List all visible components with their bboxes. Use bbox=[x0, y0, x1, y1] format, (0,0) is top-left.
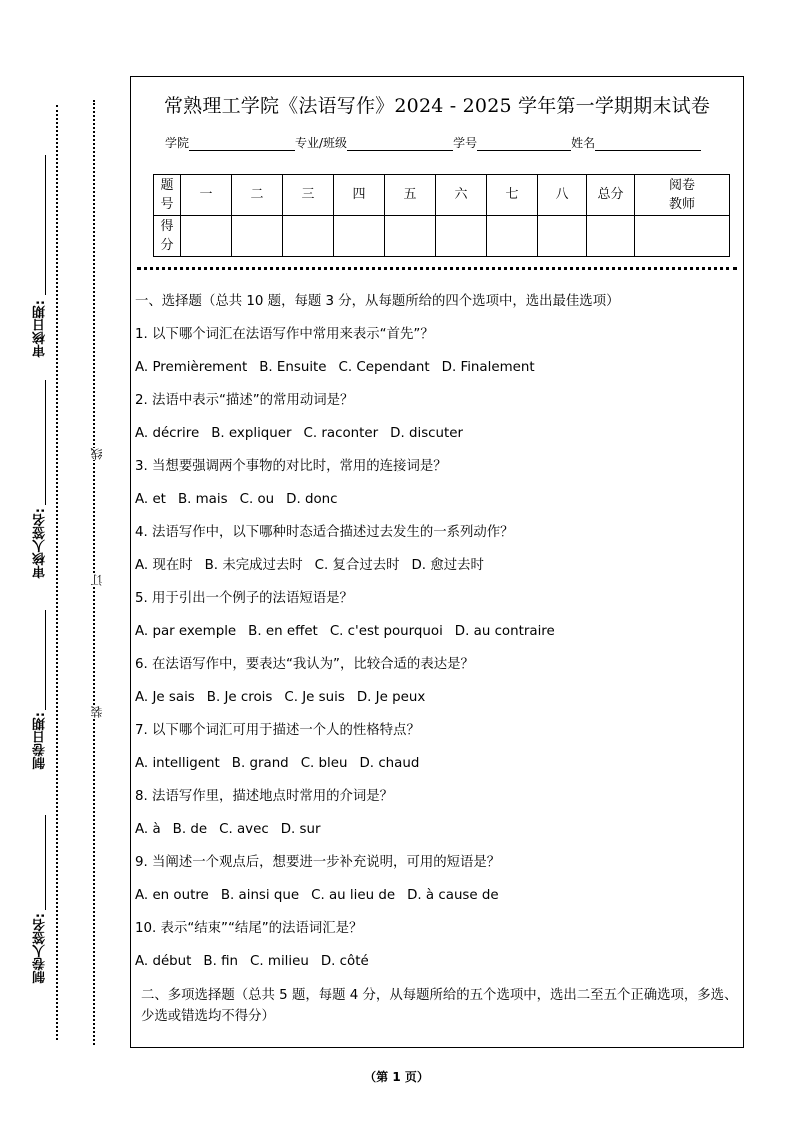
question-stem: 1. 以下哪个词汇在法语写作中常用来表示“首先”？ bbox=[135, 327, 434, 342]
score-table bbox=[153, 174, 730, 257]
option-choice[interactable]: D. côté bbox=[320, 954, 369, 969]
option-choice[interactable]: D. discuter bbox=[390, 426, 464, 441]
option-choice[interactable]: C. c'est pourquoi bbox=[329, 624, 443, 639]
question-stem: 3. 当想要强调两个事物的对比时，常用的连接词是？ bbox=[135, 459, 447, 474]
option-choice[interactable]: D. au contraire bbox=[454, 624, 555, 639]
option-choice[interactable]: A. en outre bbox=[135, 888, 209, 903]
signature-line-prepare-date bbox=[45, 610, 46, 710]
score-cell-header: 一 bbox=[181, 175, 232, 216]
student-id-label: 学号 bbox=[453, 136, 478, 150]
option-choice[interactable]: C. 复合过去时 bbox=[314, 558, 400, 573]
reviewer-signature-label: 审核人签名: bbox=[33, 508, 48, 579]
binding-char-zhuang: 装 bbox=[90, 706, 104, 718]
college-label: 学院 bbox=[165, 136, 190, 150]
option-choice[interactable]: D. Finalement bbox=[441, 360, 535, 375]
option-choice[interactable]: B. fin bbox=[203, 954, 239, 969]
option-choice[interactable]: B. expliquer bbox=[211, 426, 292, 441]
question-stem: 7. 以下哪个词汇可用于描述一个人的性格特点？ bbox=[135, 723, 420, 738]
question-options bbox=[135, 490, 741, 523]
section2-heading: 二、多项选择题（总共 5 题，每题 4 分，从每题所给的五个选项中，选出二至五个正确选项，多选、少选或错选均不得分） bbox=[141, 988, 738, 1024]
exam-title: 常熟理工学院《法语写作》2024 - 2025 学年第一学期期末试卷 bbox=[163, 95, 711, 117]
option-choice[interactable]: C. Cependant bbox=[338, 360, 430, 375]
review-date-label: 审核日期: bbox=[33, 300, 48, 358]
question-options bbox=[135, 424, 741, 457]
score-cell-input[interactable] bbox=[436, 216, 487, 257]
question-options bbox=[135, 556, 741, 589]
question-stem: 10. 表示“结束”“结尾”的法语词汇是？ bbox=[135, 921, 363, 936]
score-cell-header: 三 bbox=[283, 175, 334, 216]
question-stem: 8. 法语写作里，描述地点时常用的介词是？ bbox=[135, 789, 394, 804]
option-choice[interactable]: B. grand bbox=[231, 756, 289, 771]
score-cell-input[interactable] bbox=[635, 216, 730, 257]
option-choice[interactable]: B. Je crois bbox=[206, 690, 273, 705]
option-choice[interactable]: C. milieu bbox=[250, 954, 309, 969]
name-label: 姓名 bbox=[571, 136, 596, 150]
binding-char-xian: 线 bbox=[90, 448, 104, 460]
option-choice[interactable]: C. raconter bbox=[303, 426, 379, 441]
name-field[interactable] bbox=[595, 138, 701, 151]
score-cell-input[interactable] bbox=[538, 216, 587, 257]
question-options bbox=[135, 358, 741, 391]
score-cell-header: 八 bbox=[538, 175, 587, 216]
score-cell-header: 总分 bbox=[587, 175, 635, 216]
score-cell-header: 四 bbox=[334, 175, 385, 216]
question-options bbox=[135, 754, 741, 787]
score-cell-header: 题号 bbox=[154, 175, 181, 216]
option-choice[interactable]: B. 未完成过去时 bbox=[204, 558, 303, 573]
option-choice[interactable]: D. Je peux bbox=[356, 690, 426, 705]
option-choice[interactable]: D. chaud bbox=[359, 756, 420, 771]
question-list bbox=[135, 325, 741, 985]
major-class-field[interactable] bbox=[347, 138, 453, 151]
question-stem: 6. 在法语写作中，要表达“我认为”，比较合适的表达是？ bbox=[135, 657, 474, 672]
option-choice[interactable]: A. décrire bbox=[135, 426, 200, 441]
score-cell-header: 二 bbox=[232, 175, 283, 216]
section1-heading: 一、选择题（总共 10 题，每题 3 分，从每题所给的四个选项中，选出最佳选项） bbox=[135, 294, 620, 309]
page-number: （第 1 页） bbox=[364, 1070, 429, 1084]
question-options bbox=[135, 952, 741, 985]
score-table-header-row bbox=[154, 175, 730, 216]
option-choice[interactable]: D. 愈过去时 bbox=[411, 558, 484, 573]
option-choice[interactable]: A. Je sais bbox=[135, 690, 195, 705]
option-choice[interactable]: B. Ensuite bbox=[259, 360, 327, 375]
student-info-fields bbox=[165, 134, 701, 151]
option-choice[interactable]: B. mais bbox=[177, 492, 228, 507]
student-id-field[interactable] bbox=[477, 138, 571, 151]
binding-char-ding: 订 bbox=[90, 574, 104, 586]
score-cell-input[interactable] bbox=[587, 216, 635, 257]
section-divider bbox=[137, 267, 737, 270]
preparer-signature-label: 制卷人签名: bbox=[33, 913, 48, 984]
option-choice[interactable]: C. au lieu de bbox=[311, 888, 396, 903]
option-choice[interactable]: A. Premièrement bbox=[135, 360, 248, 375]
prepare-date-label: 制卷日期: bbox=[33, 712, 48, 770]
signature-line-preparer bbox=[45, 815, 46, 910]
question-options bbox=[135, 688, 741, 721]
exam-frame bbox=[130, 76, 744, 1048]
option-choice[interactable]: B. de bbox=[172, 822, 208, 837]
option-choice[interactable]: D. sur bbox=[280, 822, 321, 837]
option-choice[interactable]: A. par exemple bbox=[135, 624, 237, 639]
score-cell-header: 六 bbox=[436, 175, 487, 216]
score-cell-input[interactable] bbox=[487, 216, 538, 257]
question-stem: 2. 法语中表示“描述”的常用动词是？ bbox=[135, 393, 354, 408]
signature-line-review-date bbox=[45, 155, 46, 295]
score-cell-input[interactable] bbox=[181, 216, 232, 257]
score-cell-header: 五 bbox=[385, 175, 436, 216]
option-choice[interactable]: A. début bbox=[135, 954, 192, 969]
exam-content bbox=[135, 292, 741, 1027]
major-class-label: 专业/班级 bbox=[295, 136, 348, 150]
option-choice[interactable]: A. à bbox=[135, 822, 161, 837]
option-choice[interactable]: C. bleu bbox=[300, 756, 348, 771]
option-choice[interactable]: A. 现在时 bbox=[135, 558, 193, 573]
score-cell-label: 得分 bbox=[154, 216, 181, 257]
question-stem: 5. 用于引出一个例子的法语短语是？ bbox=[135, 591, 353, 606]
option-choice[interactable]: A. intelligent bbox=[135, 756, 220, 771]
score-cell-input[interactable] bbox=[283, 216, 334, 257]
signature-line-reviewer bbox=[45, 380, 46, 505]
score-cell-header: 阅卷教师 bbox=[635, 175, 730, 216]
question-stem: 9. 当阐述一个观点后，想要进一步补充说明，可用的短语是？ bbox=[135, 855, 501, 870]
question-options bbox=[135, 820, 741, 853]
college-field[interactable] bbox=[189, 138, 295, 151]
option-choice[interactable]: C. ou bbox=[239, 492, 275, 507]
score-cell-input[interactable] bbox=[334, 216, 385, 257]
option-choice[interactable]: D. à cause de bbox=[407, 888, 499, 903]
option-choice[interactable]: D. donc bbox=[286, 492, 338, 507]
score-table-score-row bbox=[154, 216, 730, 257]
binding-dotted-line-right bbox=[93, 100, 95, 1045]
option-choice[interactable]: C. Je suis bbox=[284, 690, 345, 705]
score-cell-input[interactable] bbox=[385, 216, 436, 257]
option-choice[interactable]: C. avec bbox=[219, 822, 269, 837]
score-cell-header: 七 bbox=[487, 175, 538, 216]
score-cell-input[interactable] bbox=[232, 216, 283, 257]
question-options bbox=[135, 886, 741, 919]
binding-dotted-line-left bbox=[56, 105, 58, 1040]
question-stem: 4. 法语写作中，以下哪种时态适合描述过去发生的一系列动作？ bbox=[135, 525, 514, 540]
question-options bbox=[135, 622, 741, 655]
option-choice[interactable]: A. et bbox=[135, 492, 166, 507]
option-choice[interactable]: B. ainsi que bbox=[220, 888, 300, 903]
option-choice[interactable]: B. en effet bbox=[248, 624, 318, 639]
